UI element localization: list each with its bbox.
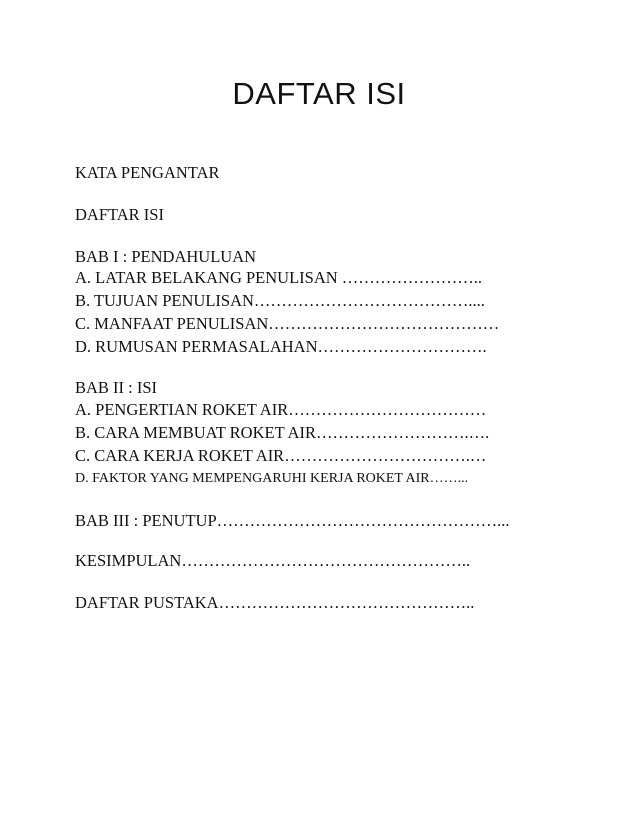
toc-bab1-item: D. RUMUSAN PERMASALAHAN…………………………. bbox=[75, 337, 487, 356]
toc-bab1-item: A. LATAR BELAKANG PENULISAN …………………….. bbox=[75, 268, 483, 287]
toc-entry-daftar-pustaka: DAFTAR PUSTAKA……………………………………….. bbox=[75, 593, 475, 612]
toc-bab2-item: B. CARA MEMBUAT ROKET AIR……………………….…. bbox=[75, 423, 490, 442]
toc-bab2-heading: BAB II : ISI bbox=[75, 378, 158, 397]
toc-bab1-heading: BAB I : PENDAHULUAN bbox=[75, 247, 257, 266]
toc-bab2-item: C. CARA KERJA ROKET AIR…………………………….… bbox=[75, 446, 487, 465]
toc-bab1-item: C. MANFAAT PENULISAN…………………………………… bbox=[75, 314, 500, 333]
page-title: DAFTAR ISI bbox=[232, 76, 406, 111]
toc-entry-bab3: BAB III : PENUTUP……………………………………………... bbox=[75, 511, 510, 530]
toc-entry-kata-pengantar: KATA PENGANTAR bbox=[75, 163, 220, 182]
toc-entry-daftar-isi: DAFTAR ISI bbox=[75, 205, 164, 224]
toc-bab2-item: D. FAKTOR YANG MEMPENGARUHI KERJA ROKET AIR……... bbox=[75, 471, 469, 486]
toc-bab2-item: A. PENGERTIAN ROKET AIR……………………………… bbox=[75, 400, 487, 419]
toc-bab1-item: B. TUJUAN PENULISAN………………………………….... bbox=[75, 291, 485, 310]
toc-entry-kesimpulan: KESIMPULAN…………………………………………….. bbox=[75, 551, 471, 570]
